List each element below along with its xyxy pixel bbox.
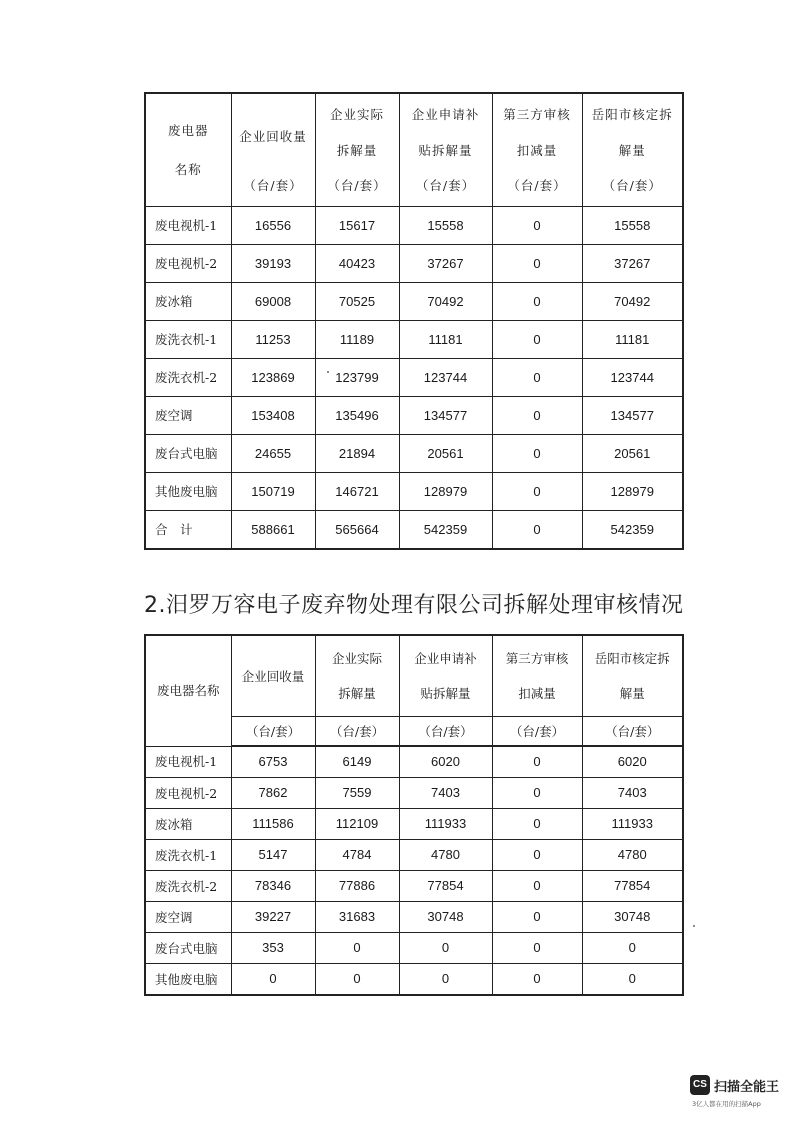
unit-label: （台/套） <box>315 717 399 747</box>
table-cell: 134577 <box>399 397 492 435</box>
table-cell: 7862 <box>231 778 315 809</box>
unit-label: （台/套） <box>231 717 315 747</box>
table-cell: 70492 <box>582 283 683 321</box>
table-row <box>145 809 683 840</box>
table-cell: 0 <box>492 746 582 778</box>
scan-speck <box>327 371 329 373</box>
table-row <box>145 840 683 871</box>
table-cell: 40423 <box>315 245 399 283</box>
table-cell: 11189 <box>315 321 399 359</box>
row-appliance-name: 废台式电脑 <box>145 435 231 473</box>
table-cell: 0 <box>492 473 582 511</box>
unit-label: （台/套） <box>492 717 582 747</box>
table-cell: 0 <box>492 397 582 435</box>
table-cell: 111933 <box>399 809 492 840</box>
row-appliance-name: 废洗衣机-1 <box>145 840 231 871</box>
table-cell: 0 <box>315 964 399 996</box>
table-row <box>145 746 683 778</box>
watermark-tagline: 3亿人都在用的扫描App <box>692 1100 761 1108</box>
table-cell: 6020 <box>582 746 683 778</box>
table-row <box>145 964 683 996</box>
unit-label: （台/套） <box>399 717 492 747</box>
row-appliance-name: 废电视机-1 <box>145 207 231 245</box>
recycling-audit-table-1 <box>144 92 684 550</box>
table-cell: 7403 <box>582 778 683 809</box>
table-cell: 0 <box>492 964 582 996</box>
scan-speck <box>693 925 695 927</box>
table-cell: 39193 <box>231 245 315 283</box>
table-cell: 0 <box>231 964 315 996</box>
header-yueyang-approved: 岳阳市核定拆 解量 <box>582 635 683 717</box>
header-actual-dismantled: 企业实际 拆解量 （台/套） <box>315 93 399 207</box>
table-cell: 70525 <box>315 283 399 321</box>
table-row <box>145 435 683 473</box>
row-appliance-name: 废空调 <box>145 902 231 933</box>
table-cell: 0 <box>492 871 582 902</box>
table-header-row <box>145 93 683 207</box>
table1-body <box>145 207 683 550</box>
table-cell: 77854 <box>399 871 492 902</box>
table-header-row <box>145 635 683 717</box>
table-cell: 69008 <box>231 283 315 321</box>
table-cell: 353 <box>231 933 315 964</box>
row-appliance-name: 废电视机-2 <box>145 778 231 809</box>
table-cell: 15617 <box>315 207 399 245</box>
table-cell: 150719 <box>231 473 315 511</box>
table-cell: 0 <box>492 245 582 283</box>
table-cell: 20561 <box>582 435 683 473</box>
table-cell: 112109 <box>315 809 399 840</box>
header-appliance-name: 废电器 名称 <box>145 93 231 207</box>
table-row <box>145 933 683 964</box>
table-cell: 11253 <box>231 321 315 359</box>
row-appliance-name: 废冰箱 <box>145 809 231 840</box>
table-cell: 6020 <box>399 746 492 778</box>
watermark-brand: 扫描全能王 <box>714 1080 780 1095</box>
table-cell: 0 <box>315 933 399 964</box>
table-cell: 111586 <box>231 809 315 840</box>
table-cell: 37267 <box>399 245 492 283</box>
table-cell: 111933 <box>582 809 683 840</box>
row-appliance-name: 废电视机-1 <box>145 746 231 778</box>
table-cell: 135496 <box>315 397 399 435</box>
table-cell: 15558 <box>582 207 683 245</box>
row-appliance-name: 废空调 <box>145 397 231 435</box>
table-row <box>145 359 683 397</box>
table-cell: 0 <box>492 321 582 359</box>
table-cell: 123744 <box>582 359 683 397</box>
table-cell: 123744 <box>399 359 492 397</box>
section-title: 2.汨罗万容电子废弃物处理有限公司拆解处理审核情况 <box>144 593 684 618</box>
table-cell: 30748 <box>399 902 492 933</box>
table-cell: 542359 <box>399 511 492 550</box>
table-row <box>145 245 683 283</box>
table-row <box>145 473 683 511</box>
table-cell: 77854 <box>582 871 683 902</box>
table-cell: 16556 <box>231 207 315 245</box>
unit-label: （台/套） <box>582 717 683 747</box>
camscanner-logo-icon: CS <box>690 1075 710 1095</box>
table-cell: 15558 <box>399 207 492 245</box>
table-cell: 20561 <box>399 435 492 473</box>
row-appliance-name: 其他废电脑 <box>145 473 231 511</box>
table-cell: 565664 <box>315 511 399 550</box>
table-cell: 0 <box>492 435 582 473</box>
table-cell: 31683 <box>315 902 399 933</box>
table-cell: 5147 <box>231 840 315 871</box>
table-cell: 588661 <box>231 511 315 550</box>
header-yueyang-approved: 岳阳市核定拆 解量 （台/套） <box>582 93 683 207</box>
table-row <box>145 871 683 902</box>
table-cell: 77886 <box>315 871 399 902</box>
row-appliance-name: 废台式电脑 <box>145 933 231 964</box>
recycling-audit-table-2 <box>144 634 684 996</box>
row-appliance-name: 废洗衣机-1 <box>145 321 231 359</box>
header-actual-dismantled: 企业实际 拆解量 <box>315 635 399 717</box>
table-cell: 4780 <box>582 840 683 871</box>
table-cell: 6753 <box>231 746 315 778</box>
header-recovered-qty: 企业回收量 <box>231 635 315 717</box>
table-row <box>145 207 683 245</box>
table-cell: 70492 <box>399 283 492 321</box>
table-row <box>145 397 683 435</box>
row-appliance-name: 废电视机-2 <box>145 245 231 283</box>
table-cell: 0 <box>492 511 582 550</box>
table-cell: 78346 <box>231 871 315 902</box>
table-cell: 30748 <box>582 902 683 933</box>
table-cell: 0 <box>399 933 492 964</box>
table-cell: 11181 <box>399 321 492 359</box>
table-cell: 21894 <box>315 435 399 473</box>
table-cell: 6149 <box>315 746 399 778</box>
table-cell: 0 <box>582 933 683 964</box>
row-appliance-name: 废冰箱 <box>145 283 231 321</box>
table-cell: 128979 <box>582 473 683 511</box>
table-cell: 7559 <box>315 778 399 809</box>
header-appliance-name: 废电器名称 <box>145 635 231 746</box>
table-row <box>145 902 683 933</box>
table-cell: 542359 <box>582 511 683 550</box>
table-cell: 24655 <box>231 435 315 473</box>
table-cell: 0 <box>492 933 582 964</box>
table-row <box>145 778 683 809</box>
header-third-party-deduction: 第三方审核 扣减量 <box>492 635 582 717</box>
table-row <box>145 283 683 321</box>
table-cell: 0 <box>492 359 582 397</box>
table-cell: 0 <box>492 778 582 809</box>
row-appliance-name: 其他废电脑 <box>145 964 231 996</box>
header-recovered-qty: 企业回收量 （台/套） <box>231 93 315 207</box>
scanner-watermark <box>690 1075 790 1115</box>
table-cell: 0 <box>492 283 582 321</box>
header-third-party-deduction: 第三方审核 扣减量 （台/套） <box>492 93 582 207</box>
table-cell: 4784 <box>315 840 399 871</box>
table-cell: 0 <box>492 809 582 840</box>
table2-body <box>145 746 683 995</box>
row-appliance-name: 合 计 <box>145 511 231 550</box>
table-cell: 123799 <box>315 359 399 397</box>
row-appliance-name: 废洗衣机-2 <box>145 871 231 902</box>
table-cell: 0 <box>582 964 683 996</box>
header-applied-subsidy: 企业申请补 贴拆解量 <box>399 635 492 717</box>
table-cell: 134577 <box>582 397 683 435</box>
table-row <box>145 321 683 359</box>
table-row <box>145 511 683 550</box>
table-cell: 128979 <box>399 473 492 511</box>
table-cell: 123869 <box>231 359 315 397</box>
header-applied-subsidy: 企业申请补 贴拆解量 （台/套） <box>399 93 492 207</box>
table-cell: 0 <box>492 207 582 245</box>
table-cell: 0 <box>399 964 492 996</box>
table-cell: 153408 <box>231 397 315 435</box>
table-cell: 0 <box>492 902 582 933</box>
row-appliance-name: 废洗衣机-2 <box>145 359 231 397</box>
table-cell: 4780 <box>399 840 492 871</box>
table-cell: 0 <box>492 840 582 871</box>
table-cell: 11181 <box>582 321 683 359</box>
table-cell: 146721 <box>315 473 399 511</box>
table-cell: 7403 <box>399 778 492 809</box>
table-cell: 39227 <box>231 902 315 933</box>
table-cell: 37267 <box>582 245 683 283</box>
